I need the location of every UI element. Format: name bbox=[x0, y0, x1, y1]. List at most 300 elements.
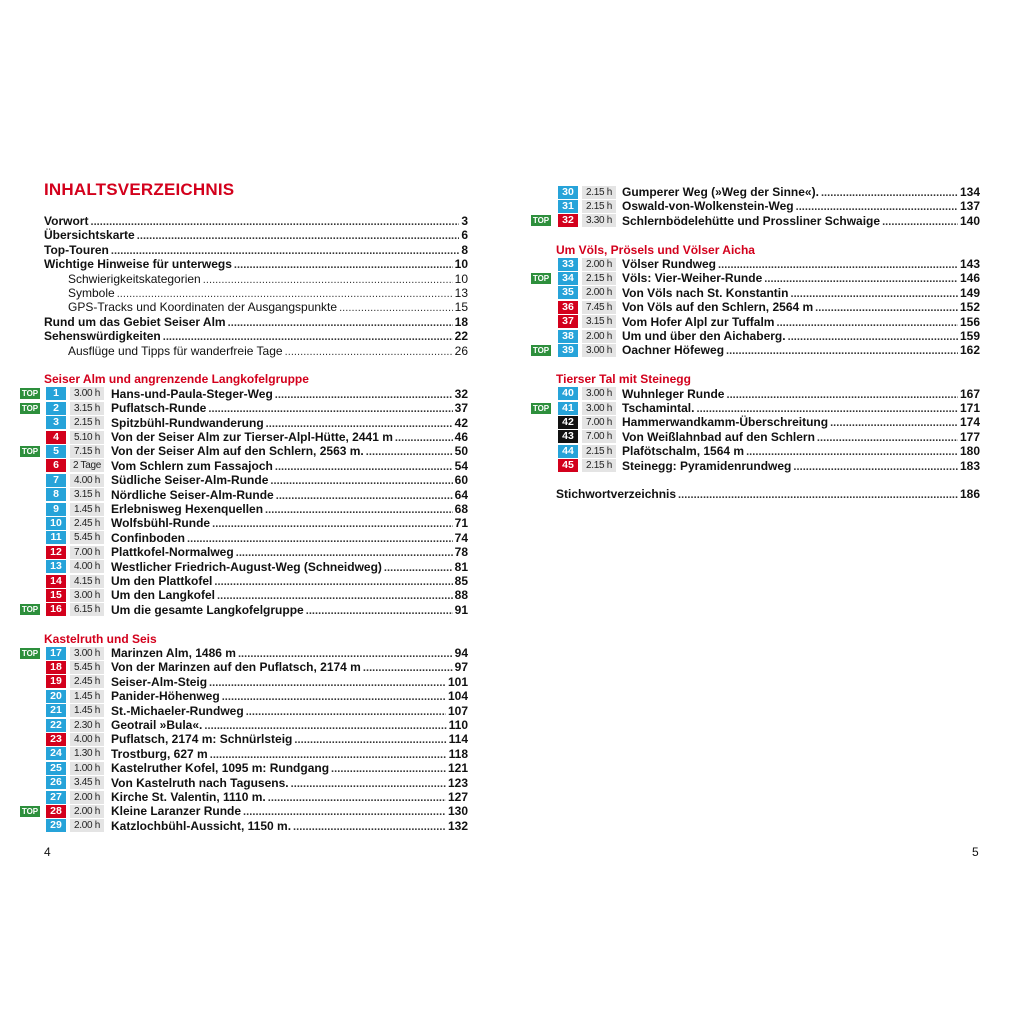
toc-entry-page: 10 bbox=[454, 271, 468, 286]
leader-dots bbox=[214, 574, 452, 588]
tour-number: 14 bbox=[46, 575, 66, 588]
leader-dots bbox=[746, 444, 958, 458]
toc-entry-page: 18 bbox=[454, 314, 468, 329]
tour-number: 13 bbox=[46, 560, 66, 573]
leader-dots bbox=[209, 675, 446, 689]
toc-entry-label: Wolfsbühl-Runde bbox=[111, 516, 211, 531]
top-tour-badge: TOP bbox=[21, 389, 39, 399]
toc-entry-page: 114 bbox=[448, 732, 468, 747]
leader-dots bbox=[366, 444, 453, 458]
toc-entry[interactable] bbox=[111, 747, 468, 761]
toc-entry[interactable] bbox=[44, 243, 468, 257]
leader-dots bbox=[293, 819, 446, 833]
toc-entry-label: St.-Michaeler-Rundweg bbox=[111, 703, 244, 718]
toc-entry-page: 37 bbox=[454, 401, 468, 416]
leader-dots bbox=[363, 660, 453, 674]
tour-number: 22 bbox=[46, 719, 66, 732]
toc-entry-page: 81 bbox=[454, 559, 468, 574]
toc-entry[interactable] bbox=[622, 329, 980, 343]
toc-entry-label: Steinegg: Pyramidenrundweg bbox=[622, 458, 792, 473]
page-number-left: 4 bbox=[44, 845, 51, 859]
tour-duration: 7.00 h bbox=[70, 546, 104, 559]
toc-entry[interactable] bbox=[44, 228, 468, 242]
leader-dots bbox=[275, 387, 453, 401]
tour-number: 12 bbox=[46, 546, 66, 559]
leader-dots bbox=[776, 315, 958, 329]
top-tour-badge: TOP bbox=[21, 806, 39, 816]
toc-entry-page: 85 bbox=[454, 574, 468, 588]
toc-entry[interactable] bbox=[622, 387, 980, 401]
toc-entry[interactable] bbox=[111, 646, 468, 660]
toc-entry-label: Kastelruther Kofel, 1095 m: Rundgang bbox=[111, 761, 330, 776]
section-heading: Um Völs, Prösels und Völser Aicha bbox=[556, 242, 755, 257]
tour-duration: 2.00 h bbox=[70, 791, 104, 804]
tour-number: 44 bbox=[558, 445, 578, 458]
tour-duration: 2.15 h bbox=[582, 186, 616, 199]
top-tour-badge: TOP bbox=[532, 403, 550, 413]
tour-number: 23 bbox=[46, 733, 66, 746]
toc-entry-label: Katzlochbühl-Aussicht, 1150 m. bbox=[111, 818, 292, 833]
toc-entry[interactable] bbox=[111, 660, 468, 674]
toc-entry-label: Confinboden bbox=[111, 530, 185, 545]
leader-dots bbox=[222, 689, 446, 703]
toc-entry-label: Sehenswürdigkeiten bbox=[44, 329, 161, 344]
leader-dots bbox=[187, 531, 453, 545]
toc-entry-label: Um die gesamte Langkofelgruppe bbox=[111, 602, 304, 617]
toc-entry-label: Übersichtskarte bbox=[44, 228, 135, 243]
tour-number: 6 bbox=[46, 459, 66, 472]
toc-entry[interactable] bbox=[111, 531, 468, 545]
toc-entry[interactable] bbox=[111, 444, 468, 458]
tour-duration: 2.15 h bbox=[582, 272, 616, 285]
tour-number: 33 bbox=[558, 258, 578, 271]
toc-entry[interactable] bbox=[68, 286, 468, 300]
toc-entry-label: Vom Schlern zum Fassajoch bbox=[111, 458, 273, 473]
leader-dots bbox=[238, 646, 453, 660]
toc-entry-page: 186 bbox=[959, 487, 980, 502]
toc-entry-page: 162 bbox=[959, 343, 980, 358]
toc-entry-label: Puflatsch-Runde bbox=[111, 401, 207, 416]
toc-entry[interactable] bbox=[111, 401, 468, 415]
toc-entry-page: 174 bbox=[959, 415, 980, 430]
toc-entry-page: 3 bbox=[461, 214, 468, 228]
leader-dots bbox=[266, 416, 453, 430]
toc-entry-page: 137 bbox=[959, 199, 980, 214]
tour-number: 35 bbox=[558, 286, 578, 299]
leader-dots bbox=[331, 761, 446, 775]
toc-entry-page: 46 bbox=[454, 430, 468, 444]
tour-duration: 2.00 h bbox=[582, 330, 616, 343]
leader-dots bbox=[117, 286, 453, 300]
toc-entry-page: 171 bbox=[959, 401, 980, 415]
toc-entry-label: Geotrail »Bula«. bbox=[111, 718, 203, 732]
toc-entry[interactable] bbox=[622, 286, 980, 300]
toc-entry-page: 91 bbox=[454, 602, 468, 617]
top-tour-badge: TOP bbox=[21, 403, 39, 413]
tour-number: 2 bbox=[46, 402, 66, 415]
toc-entry[interactable] bbox=[111, 502, 468, 516]
leader-dots bbox=[718, 257, 958, 271]
toc-entry-label: GPS-Tracks und Koordinaten der Ausgangspunkte bbox=[68, 300, 338, 315]
toc-entry[interactable] bbox=[622, 343, 980, 357]
toc-entry-page: 97 bbox=[454, 660, 468, 675]
leader-dots bbox=[111, 243, 459, 257]
toc-entry[interactable] bbox=[111, 387, 468, 401]
leader-dots bbox=[821, 185, 958, 199]
toc-entry-label: Oachner Höfeweg bbox=[622, 343, 725, 358]
tour-duration: 7.00 h bbox=[582, 430, 616, 443]
tour-duration: 2.15 h bbox=[70, 416, 104, 429]
tour-number: 27 bbox=[46, 791, 66, 804]
tour-number: 20 bbox=[46, 690, 66, 703]
toc-entry[interactable] bbox=[111, 516, 468, 530]
tour-duration: 4.00 h bbox=[70, 560, 104, 573]
toc-entry-page: 180 bbox=[959, 444, 980, 459]
toc-entry-page: 107 bbox=[447, 703, 468, 718]
toc-entry-label: Tschamintal. bbox=[622, 401, 695, 415]
toc-entry-page: 177 bbox=[959, 429, 980, 444]
tour-duration: 3.00 h bbox=[70, 647, 104, 660]
toc-entry[interactable] bbox=[111, 416, 468, 430]
tour-duration: 2.00 h bbox=[70, 819, 104, 832]
leader-dots bbox=[90, 214, 459, 228]
toc-entry-label: Schwierigkeitskategorien bbox=[68, 271, 201, 286]
tour-number: 1 bbox=[46, 387, 66, 400]
toc-entry-label: Von Völs auf den Schlern, 2564 m bbox=[622, 300, 814, 315]
toc-entry-page: 104 bbox=[447, 689, 468, 704]
toc-entry-page: 71 bbox=[454, 516, 468, 531]
page-number-right: 5 bbox=[972, 845, 979, 859]
toc-entry-label: Plattkofel-Normalweg bbox=[111, 545, 234, 560]
toc-entry-page: 8 bbox=[461, 242, 468, 257]
toc-entry-page: 94 bbox=[454, 646, 468, 660]
toc-entry-page: 130 bbox=[447, 804, 468, 819]
toc-entry-page: 15 bbox=[454, 300, 468, 315]
toc-entry-label: Rund um das Gebiet Seiser Alm bbox=[44, 314, 226, 329]
toc-entry-label: Kirche St. Valentin, 1110 m. bbox=[111, 790, 266, 804]
tour-duration: 5.45 h bbox=[70, 661, 104, 674]
leader-dots bbox=[204, 718, 446, 732]
toc-entry-page: 13 bbox=[454, 286, 468, 300]
toc-entry-label: Von der Seiser Alm auf den Schlern, 2563 m. bbox=[111, 444, 364, 459]
leader-dots bbox=[208, 401, 452, 415]
leader-dots bbox=[384, 560, 453, 574]
leader-dots bbox=[210, 747, 447, 761]
toc-entry-label: Gumperer Weg (»Weg der Sinne«). bbox=[622, 185, 819, 199]
toc-entry-page: 10 bbox=[454, 257, 468, 272]
leader-dots bbox=[276, 488, 453, 502]
toc-entry-page: 54 bbox=[454, 458, 468, 473]
tour-number: 25 bbox=[46, 762, 66, 775]
toc-entry[interactable] bbox=[111, 488, 468, 502]
leader-dots bbox=[217, 588, 453, 602]
leader-dots bbox=[395, 430, 453, 444]
toc-entry[interactable] bbox=[111, 689, 468, 703]
toc-entry[interactable] bbox=[622, 300, 980, 314]
tour-duration: 3.00 h bbox=[70, 589, 104, 602]
toc-entry-label: Kleine Laranzer Runde bbox=[111, 804, 242, 819]
toc-entry[interactable] bbox=[44, 315, 468, 329]
tour-duration: 4.15 h bbox=[70, 575, 104, 588]
toc-entry-label: Völs: Vier-Weiher-Runde bbox=[622, 271, 763, 286]
toc-entry-page: 64 bbox=[454, 487, 468, 502]
tour-number: 3 bbox=[46, 416, 66, 429]
toc-entry-page: 159 bbox=[959, 329, 980, 343]
tour-duration: 1.30 h bbox=[70, 747, 104, 760]
top-tour-badge: TOP bbox=[21, 648, 39, 658]
leader-dots bbox=[796, 199, 958, 213]
tour-number: 15 bbox=[46, 589, 66, 602]
leader-dots bbox=[234, 257, 453, 271]
tour-number: 30 bbox=[558, 186, 578, 199]
leader-dots bbox=[246, 704, 446, 718]
toc-entry-label: Südliche Seiser-Alm-Runde bbox=[111, 473, 269, 488]
tour-number: 31 bbox=[558, 200, 578, 213]
leader-dots bbox=[243, 804, 446, 818]
tour-number: 32 bbox=[558, 214, 578, 227]
toc-entry-label: Von Völs nach St. Konstantin bbox=[622, 285, 789, 300]
toc-entry-page: 60 bbox=[454, 473, 468, 488]
tour-number: 37 bbox=[558, 315, 578, 328]
section-heading: Tierser Tal mit Steinegg bbox=[556, 372, 691, 387]
toc-entry[interactable] bbox=[44, 329, 468, 343]
top-tour-badge: TOP bbox=[21, 605, 39, 615]
tour-duration: 2.00 h bbox=[582, 258, 616, 271]
page-title: INHALTSVERZEICHNIS bbox=[44, 180, 235, 199]
toc-entry[interactable] bbox=[111, 819, 468, 833]
leader-dots bbox=[764, 271, 958, 285]
toc-entry-page: 26 bbox=[454, 343, 468, 358]
tour-number: 26 bbox=[46, 776, 66, 789]
tour-duration: 2.15 h bbox=[582, 200, 616, 213]
toc-entry-label: Symbole bbox=[68, 286, 115, 300]
tour-duration: 6.15 h bbox=[70, 603, 104, 616]
toc-entry[interactable] bbox=[111, 459, 468, 473]
toc-entry[interactable] bbox=[556, 487, 980, 501]
tour-number: 42 bbox=[558, 416, 578, 429]
leader-dots bbox=[815, 300, 958, 314]
toc-entry-label: Trostburg, 627 m bbox=[111, 746, 208, 761]
toc-entry-label: Panider-Höhenweg bbox=[111, 689, 220, 704]
toc-entry-label: Top-Touren bbox=[44, 242, 109, 257]
leader-dots bbox=[163, 329, 453, 343]
toc-entry[interactable] bbox=[111, 790, 468, 804]
toc-entry-page: 149 bbox=[959, 285, 980, 300]
tour-duration: 1.45 h bbox=[70, 690, 104, 703]
toc-entry[interactable] bbox=[622, 214, 980, 228]
toc-entry-label: Plafötschalm, 1564 m bbox=[622, 444, 745, 459]
tour-duration: 2.15 h bbox=[582, 459, 616, 472]
toc-entry[interactable] bbox=[622, 185, 980, 199]
toc-entry-label: Hans-und-Paula-Steger-Weg bbox=[111, 386, 273, 401]
toc-entry[interactable] bbox=[111, 776, 468, 790]
toc-entry-page: 121 bbox=[447, 761, 468, 776]
leader-dots bbox=[228, 315, 453, 329]
toc-entry[interactable] bbox=[68, 344, 468, 358]
toc-entry-page: 140 bbox=[959, 213, 980, 228]
tour-duration: 3.15 h bbox=[70, 402, 104, 415]
tour-duration: 3.15 h bbox=[70, 488, 104, 501]
tour-number: 7 bbox=[46, 474, 66, 487]
tour-duration: 4.00 h bbox=[70, 733, 104, 746]
tour-number: 45 bbox=[558, 459, 578, 472]
leader-dots bbox=[882, 214, 958, 228]
toc-entry-page: 143 bbox=[959, 257, 980, 271]
toc-entry[interactable] bbox=[111, 603, 468, 617]
tour-duration: 3.00 h bbox=[70, 387, 104, 400]
tour-number: 16 bbox=[46, 603, 66, 616]
tour-number: 11 bbox=[46, 531, 66, 544]
toc-entry-label: Seiser-Alm-Steig bbox=[111, 674, 208, 689]
toc-entry[interactable] bbox=[44, 214, 468, 228]
toc-entry[interactable] bbox=[622, 315, 980, 329]
leader-dots bbox=[285, 344, 453, 358]
toc-entry-label: Um den Plattkofel bbox=[111, 574, 213, 588]
toc-entry[interactable] bbox=[622, 415, 980, 429]
leader-dots bbox=[830, 415, 958, 429]
toc-entry[interactable] bbox=[111, 560, 468, 574]
tour-number: 39 bbox=[558, 344, 578, 357]
tour-duration: 2.00 h bbox=[70, 805, 104, 818]
tour-duration: 1.45 h bbox=[70, 503, 104, 516]
toc-entry[interactable] bbox=[111, 732, 468, 746]
top-tour-badge: TOP bbox=[21, 446, 39, 456]
tour-number: 41 bbox=[558, 402, 578, 415]
leader-dots bbox=[212, 516, 453, 530]
toc-entry[interactable] bbox=[111, 574, 468, 588]
leader-dots bbox=[817, 430, 958, 444]
tour-number: 4 bbox=[46, 431, 66, 444]
tour-number: 5 bbox=[46, 445, 66, 458]
toc-entry-label: Nördliche Seiser-Alm-Runde bbox=[111, 487, 274, 502]
tour-duration: 3.00 h bbox=[582, 402, 616, 415]
tour-duration: 3.00 h bbox=[582, 344, 616, 357]
leader-dots bbox=[265, 502, 453, 516]
toc-entry-label: Marinzen Alm, 1486 m bbox=[111, 646, 236, 660]
leader-dots bbox=[678, 487, 958, 501]
tour-duration: 2.45 h bbox=[70, 517, 104, 530]
toc-entry-page: 110 bbox=[448, 718, 468, 732]
toc-entry-label: Von Kastelruth nach Tagusens. bbox=[111, 775, 289, 790]
toc-entry-page: 152 bbox=[959, 300, 980, 315]
section-heading: Kastelruth und Seis bbox=[44, 631, 157, 646]
tour-number: 9 bbox=[46, 503, 66, 516]
toc-entry[interactable] bbox=[68, 272, 468, 286]
toc-entry-label: Völser Rundweg bbox=[622, 257, 717, 271]
tour-duration: 5.10 h bbox=[70, 431, 104, 444]
tour-duration: 3.45 h bbox=[70, 776, 104, 789]
toc-entry-page: 146 bbox=[959, 271, 980, 286]
tour-duration: 2.15 h bbox=[582, 445, 616, 458]
toc-entry-page: 183 bbox=[959, 458, 980, 473]
toc-entry-label: Wichtige Hinweise für unterwegs bbox=[44, 257, 232, 272]
toc-entry[interactable] bbox=[622, 444, 980, 458]
tour-number: 17 bbox=[46, 647, 66, 660]
tour-duration: 2.45 h bbox=[70, 675, 104, 688]
leader-dots bbox=[788, 329, 958, 343]
toc-entry[interactable] bbox=[622, 430, 980, 444]
leader-dots bbox=[137, 228, 460, 242]
toc-entry[interactable] bbox=[111, 430, 468, 444]
toc-entry-page: 22 bbox=[454, 329, 468, 344]
tour-number: 40 bbox=[558, 387, 578, 400]
leader-dots bbox=[793, 459, 958, 473]
toc-entry-page: 88 bbox=[454, 588, 468, 603]
toc-entry-label: Vom Hofer Alpl zur Tuffalm bbox=[622, 314, 775, 329]
toc-entry-page: 132 bbox=[447, 818, 468, 833]
toc-entry[interactable] bbox=[44, 257, 468, 271]
toc-entry[interactable] bbox=[622, 271, 980, 285]
tour-duration: 7.45 h bbox=[582, 301, 616, 314]
toc-entry[interactable] bbox=[622, 459, 980, 473]
top-tour-badge: TOP bbox=[532, 345, 550, 355]
toc-entry-label: Um und über den Aichaberg. bbox=[622, 329, 786, 343]
toc-entry-page: 101 bbox=[447, 674, 468, 689]
tour-number: 38 bbox=[558, 330, 578, 343]
tour-duration: 3.30 h bbox=[582, 214, 616, 227]
toc-entry-page: 42 bbox=[454, 415, 468, 430]
toc-entry-page: 6 bbox=[461, 228, 468, 243]
leader-dots bbox=[294, 732, 446, 746]
toc-entry-label: Wuhnleger Runde bbox=[622, 386, 725, 401]
leader-dots bbox=[236, 545, 453, 559]
leader-dots bbox=[726, 343, 958, 357]
toc-entry-label: Von der Marinzen auf den Puflatsch, 2174 m bbox=[111, 660, 361, 675]
tour-number: 21 bbox=[46, 704, 66, 717]
tour-duration: 3.15 h bbox=[582, 315, 616, 328]
toc-entry-label: Von Weißlahnbad auf den Schlern bbox=[622, 429, 815, 444]
toc-entry[interactable] bbox=[68, 300, 468, 314]
leader-dots bbox=[790, 286, 958, 300]
tour-duration: 7.00 h bbox=[582, 416, 616, 429]
tour-number: 29 bbox=[46, 819, 66, 832]
toc-entry[interactable] bbox=[111, 704, 468, 718]
toc-entry[interactable] bbox=[111, 588, 468, 602]
leader-dots bbox=[275, 459, 453, 473]
leader-dots bbox=[726, 387, 958, 401]
toc-entry[interactable] bbox=[111, 675, 468, 689]
toc-entry-page: 74 bbox=[454, 530, 468, 545]
toc-entry-label: Stichwortverzeichnis bbox=[556, 487, 677, 502]
toc-entry[interactable] bbox=[111, 718, 468, 732]
top-tour-badge: TOP bbox=[532, 216, 550, 226]
tour-duration: 2.30 h bbox=[70, 719, 104, 732]
toc-entry-label: Um den Langkofel bbox=[111, 588, 216, 603]
tour-number: 8 bbox=[46, 488, 66, 501]
toc-entry[interactable] bbox=[622, 257, 980, 271]
toc-entry-label: Ausflüge und Tipps für wanderfreie Tage bbox=[68, 343, 283, 358]
leader-dots bbox=[696, 401, 958, 415]
toc-entry[interactable] bbox=[622, 401, 980, 415]
tour-number: 36 bbox=[558, 301, 578, 314]
toc-entry-page: 156 bbox=[959, 314, 980, 329]
leader-dots bbox=[306, 603, 453, 617]
toc-entry-label: Vorwort bbox=[44, 214, 89, 228]
toc-entry[interactable] bbox=[111, 804, 468, 818]
tour-duration: 3.00 h bbox=[582, 387, 616, 400]
toc-entry[interactable] bbox=[111, 473, 468, 487]
tour-duration: 2.00 h bbox=[582, 286, 616, 299]
toc-entry[interactable] bbox=[622, 199, 980, 213]
toc-entry[interactable] bbox=[111, 545, 468, 559]
toc-entry-label: Oswald-von-Wolkenstein-Weg bbox=[622, 199, 794, 214]
leader-dots bbox=[291, 776, 446, 790]
toc-entry-label: Puflatsch, 2174 m: Schnürlsteig bbox=[111, 732, 293, 747]
leader-dots bbox=[270, 473, 452, 487]
toc-entry[interactable] bbox=[111, 761, 468, 775]
toc-entry-page: 68 bbox=[454, 502, 468, 516]
tour-number: 10 bbox=[46, 517, 66, 530]
